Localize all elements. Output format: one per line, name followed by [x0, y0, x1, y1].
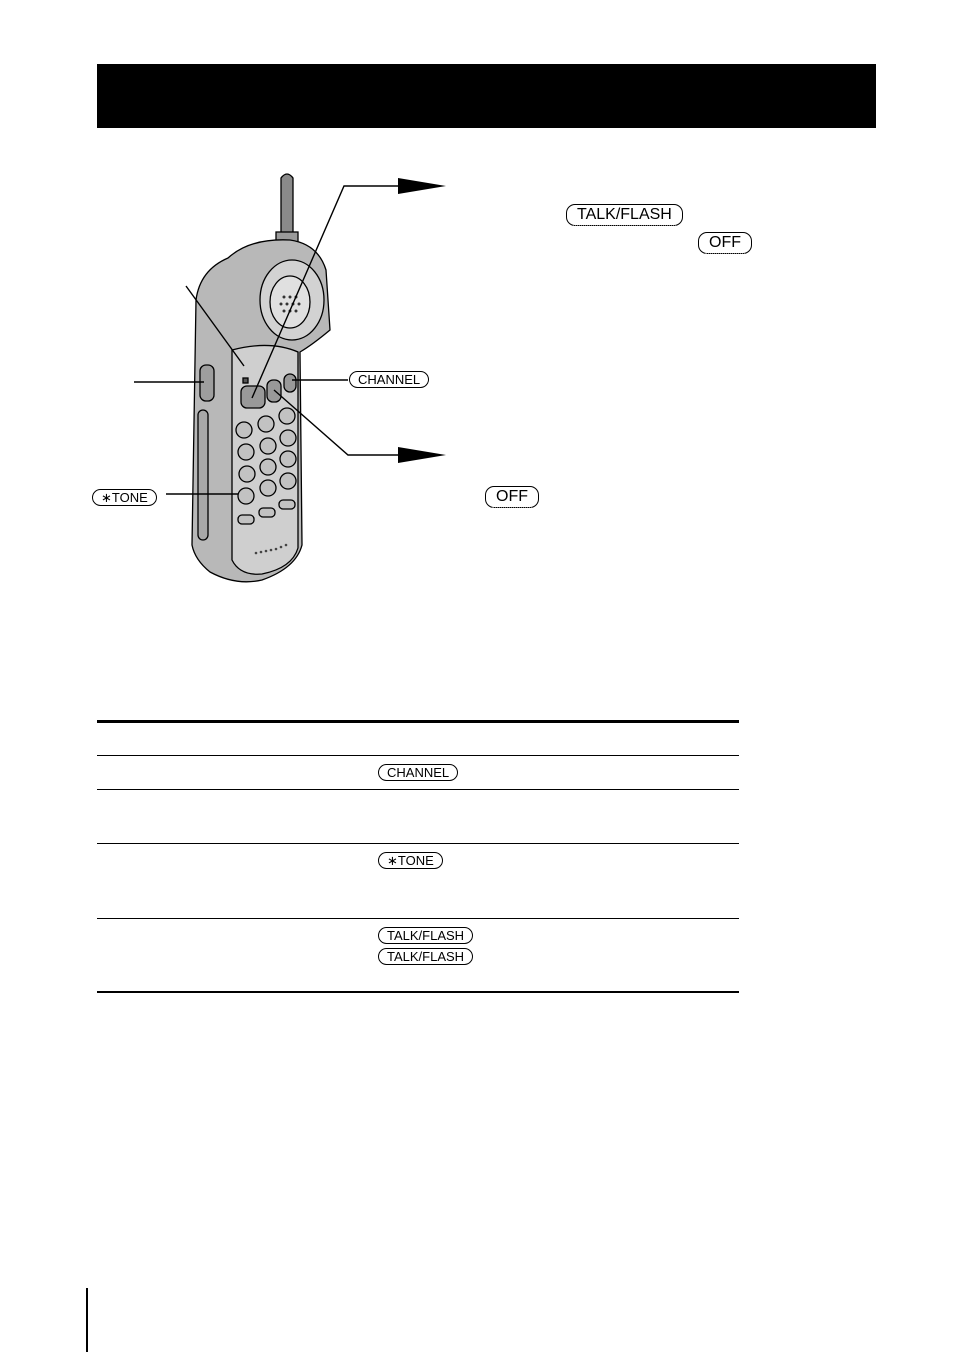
table-talk-flash-key-b-text: TALK/FLASH	[387, 949, 465, 964]
talk-flash-key-label	[566, 204, 683, 226]
off-arrowhead	[398, 447, 446, 463]
table-row-rule	[97, 789, 739, 790]
table-row-rule	[97, 918, 739, 919]
table-talk-flash-key-a	[378, 927, 473, 944]
talk-flash-key-text: TALK/FLASH	[577, 206, 672, 223]
antenna	[281, 174, 293, 238]
channel-key-text: CHANNEL	[358, 372, 421, 387]
off-key-drawing	[267, 380, 281, 402]
table-row-rule	[97, 755, 739, 756]
table-tone-key-text: ∗TONE	[387, 853, 434, 868]
side-switch	[200, 365, 214, 401]
handset-illustration	[0, 0, 954, 620]
table-talk-flash-key-a-text: TALK/FLASH	[387, 928, 465, 943]
table-channel-key	[378, 764, 458, 781]
table-talk-flash-key-b	[378, 948, 473, 965]
off-key-text-bottom: OFF	[496, 488, 528, 505]
table-bottom-rule	[97, 991, 739, 993]
table-channel-key-text: CHANNEL	[387, 765, 450, 780]
off-key-text: OFF	[709, 234, 741, 251]
channel-key-label	[349, 371, 429, 388]
channel-key-drawing	[284, 374, 296, 392]
tone-key-text: ∗TONE	[101, 490, 148, 505]
table-tone-key	[378, 852, 443, 869]
off-key-label-top	[698, 232, 752, 254]
talk-flash-arrowhead	[398, 178, 446, 194]
off-key-label-bottom	[485, 486, 539, 508]
table-top-rule	[97, 720, 739, 723]
tone-key-label	[92, 489, 157, 506]
page-margin-line	[86, 1288, 88, 1352]
table-row-rule	[97, 843, 739, 844]
